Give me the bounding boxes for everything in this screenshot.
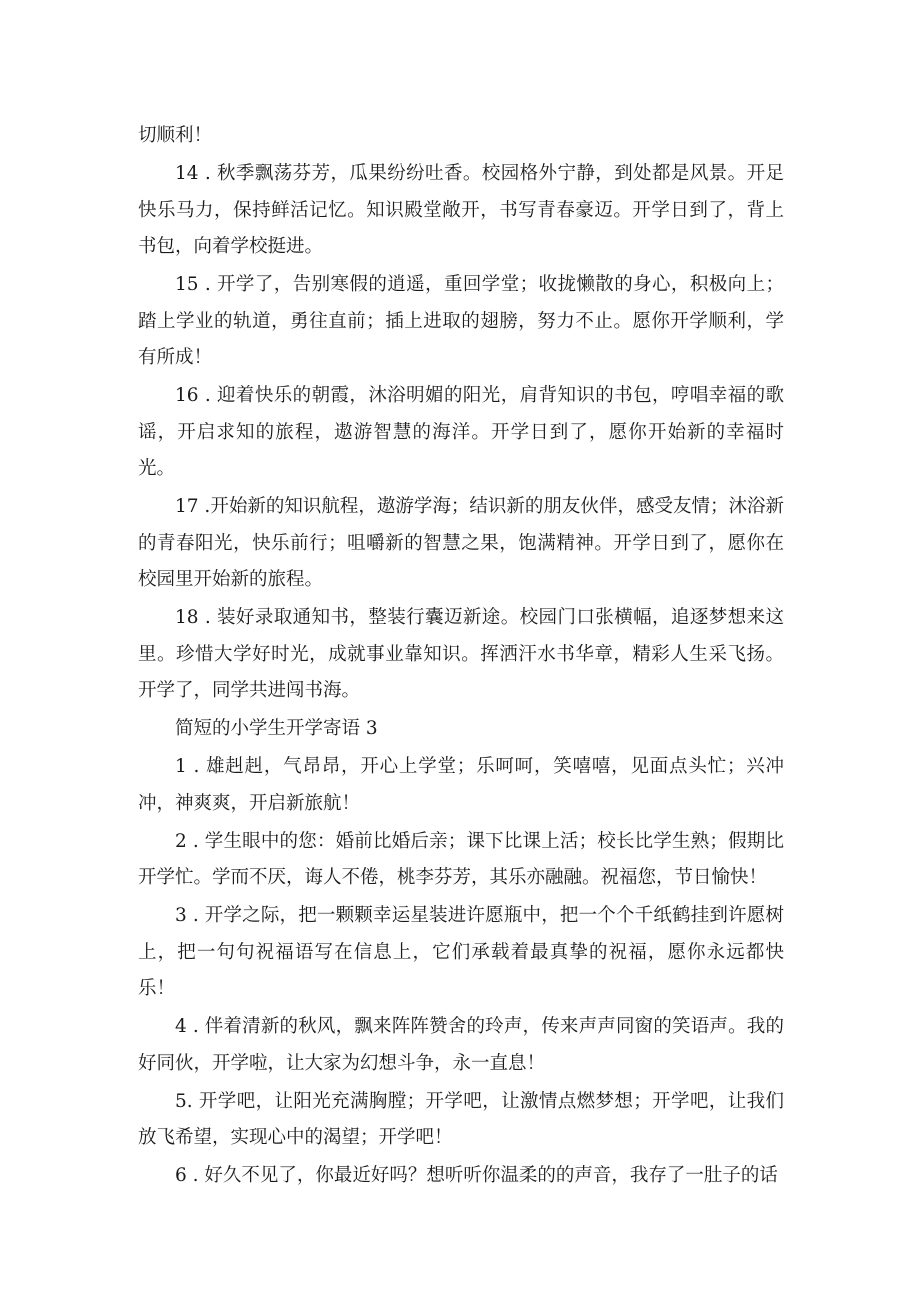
- paragraph-item-15: 15 . 开学了，告别寒假的逍遥，重回学堂；收拢懒散的身心，积极向上；踏上学业的轨道，勇往直前；插上进取的翅膀，努力不止。愿你开学顺利，学有所成！: [138, 274, 784, 368]
- paragraph-item-14: 14 . 秋季飘荡芬芳，瓜果纷纷吐香。校园格外宁静，到处都是风景。开足快乐马力，保持鲜活记忆。知识殿堂敞开，书写青春豪迈。开学日到了，背上书包，向着学校挺进。: [138, 163, 784, 257]
- section-heading: 简短的小学生开学寄语 3: [175, 718, 378, 739]
- paragraph-item-3: 3 . 开学之际，把一颗颗幸运星装进许愿瓶中，把一个个千纸鹤挂到许愿树上，把一句句祝福语写在信息上，它们承载着最真挚的祝福，愿你永远都快乐！: [138, 905, 784, 999]
- paragraph-item-4: 4 . 伴着清新的秋风，飘来阵阵赞舍的玲声，传来声声同窗的笑语声。我的好同伙，开学啦，让大家为幻想斗争，永一直息！: [138, 1016, 784, 1074]
- paragraph-continuation: 切顺利！: [138, 125, 213, 146]
- paragraph-item-17: 17 .开始新的知识航程，遨游学海；结识新的朋友伙伴，感受友情；沐浴新的青春阳光，快乐前行；咀嚼新的智慧之果，饱满精神。开学日到了，愿你在校园里开始新的旅程。: [138, 496, 784, 590]
- document-page: [138, 118, 784, 1196]
- paragraph-item-6: 6 . 好久不见了，你最近好吗？想听听你温柔的的声音，我存了一肚子的话: [175, 1165, 778, 1186]
- paragraph-item-5: 5. 开学吧，让阳光充满胸膛；开学吧，让激情点燃梦想；开学吧，让我们放飞希望，实现心中的渴望；开学吧！: [138, 1090, 784, 1148]
- paragraph-item-16: 16 . 迎着快乐的朝霞，沐浴明媚的阳光，肩背知识的书包，哼唱幸福的歌谣，开启求知的旅程，遨游智慧的海洋。开学日到了，愿你开始新的幸福时光。: [138, 385, 784, 479]
- paragraph-item-18: 18 . 装好录取通知书，整装行囊迈新途。校园门口张横幅，追逐梦想来这里。珍惜大学好时光，成就事业靠知识。挥洒汗水书华章，精彩人生采飞扬。开学了，同学共进闯书海。: [138, 607, 784, 701]
- paragraph-item-2: 2 . 学生眼中的您：婚前比婚后亲；课下比课上活；校长比学生熟；假期比开学忙。学而不厌，诲人不倦，桃李芬芳，其乐亦融融。祝福您，节日愉快！: [138, 830, 784, 888]
- paragraph-item-1: 1 . 雄赳赳，气昂昂，开心上学堂；乐呵呵，笑嘻嘻，见面点头忙；兴冲冲，神爽爽，开启新旅航！: [138, 756, 784, 814]
